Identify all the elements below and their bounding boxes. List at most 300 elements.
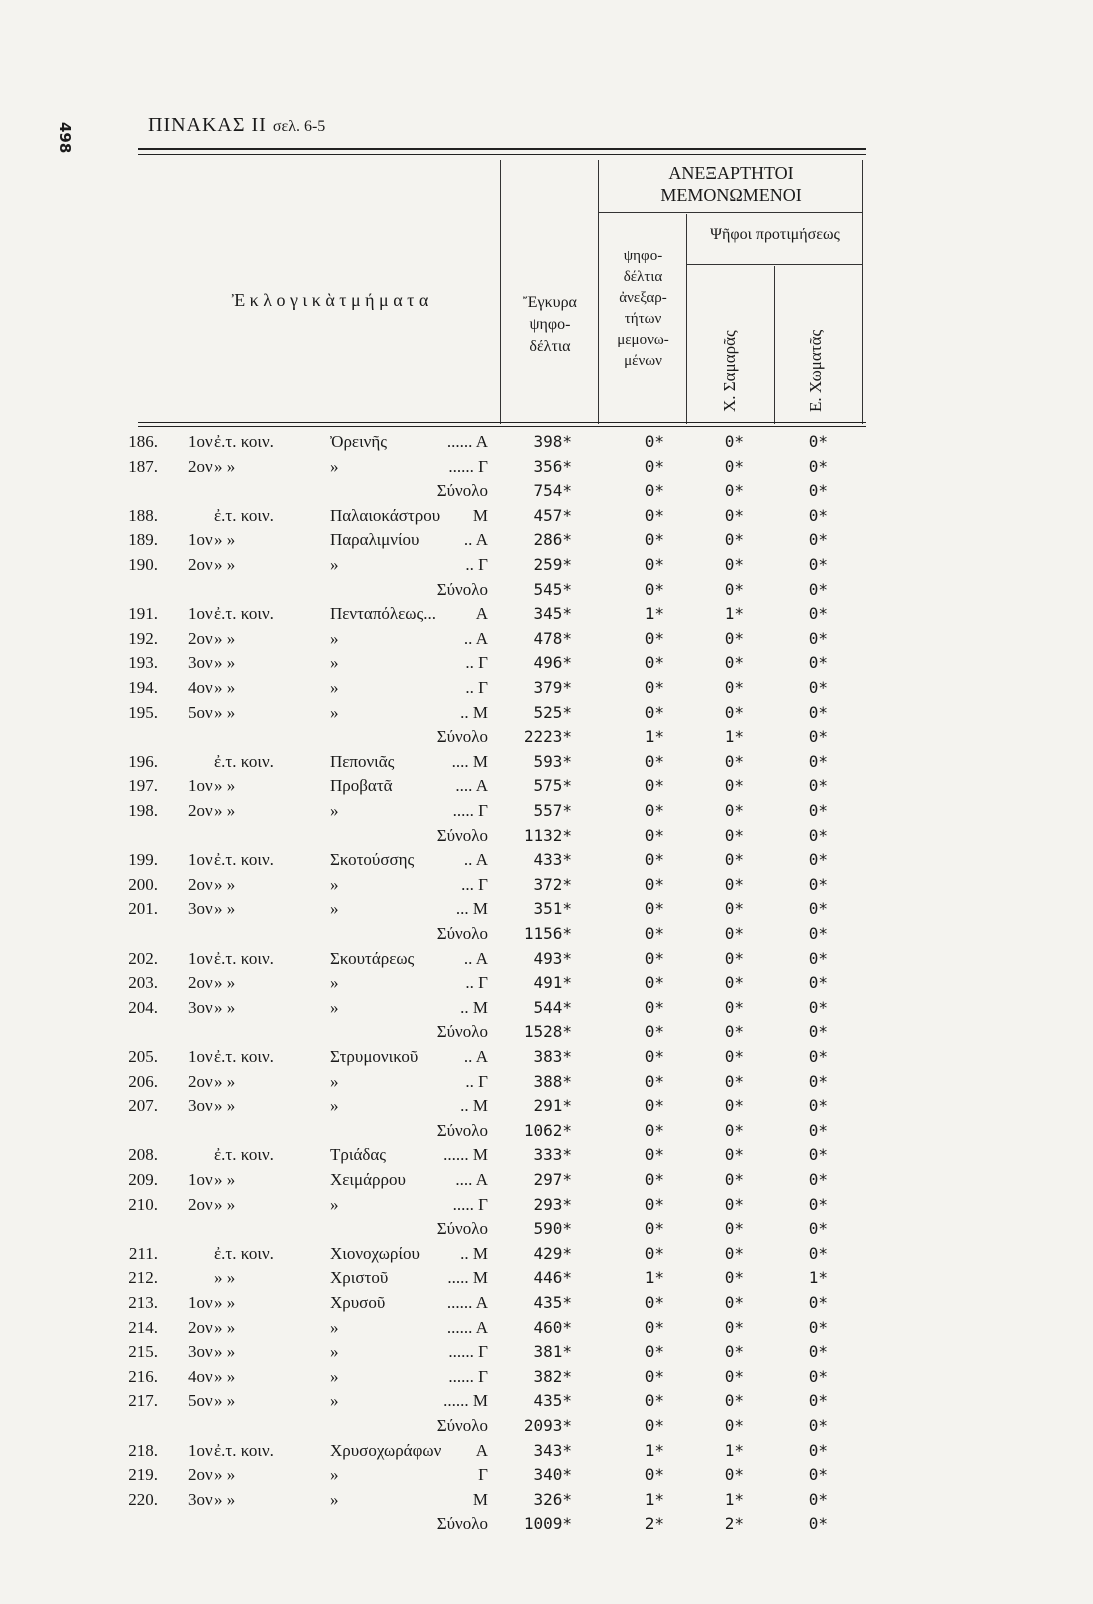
valid-ballots: 525* [533, 702, 572, 722]
table-row [0, 653, 1093, 677]
row-number: 218. [128, 1440, 158, 1460]
row-order: 5ον [188, 702, 213, 722]
row-precinct: .... Α [455, 1170, 488, 1189]
valid-ballots: 383* [533, 1047, 572, 1066]
row-order: 2ον [188, 456, 213, 476]
preference-chomatas: 1* [808, 1268, 828, 1288]
row-order: 2ον [188, 973, 213, 993]
preference-chomatas: 0* [808, 1022, 828, 1042]
independent-ballots: 0* [644, 948, 664, 968]
table-row [0, 801, 1093, 825]
row-precinct: ...... Γ [448, 456, 488, 476]
row-community: Χειμάρρου [330, 1170, 406, 1189]
row-section-type: » » [214, 973, 236, 993]
row-precinct: ...... Μ [443, 1391, 488, 1411]
row-precinct: Σύνολο [436, 727, 488, 747]
row-precinct: .. Μ [460, 1243, 488, 1263]
row-precinct: .. Γ [465, 1071, 488, 1091]
independent-ballots: 0* [644, 628, 664, 648]
table-row [0, 678, 1093, 702]
preference-samaras: 0* [724, 1465, 744, 1485]
row-number: 214. [128, 1317, 158, 1337]
row-number: 202. [128, 948, 158, 968]
table-row [0, 850, 1093, 874]
col-divider [598, 160, 599, 424]
independent-ballots: 0* [644, 1391, 664, 1411]
row-precinct: ..... Μ [447, 1268, 488, 1288]
valid-ballots: 754* [533, 481, 572, 501]
preference-samaras: 0* [724, 1366, 744, 1386]
header-line [686, 264, 862, 265]
preference-chomatas: 0* [808, 579, 828, 599]
row-section-type: ἐ.τ. κοιν. [214, 751, 274, 771]
preference-samaras: 0* [724, 628, 744, 648]
row-community: » [330, 1366, 339, 1386]
row-section-type: » » [214, 801, 236, 820]
preference-samaras: 0* [724, 678, 744, 697]
preference-chomatas: 0* [808, 1342, 828, 1362]
row-section-type: ἐ.τ. κοιν. [214, 432, 274, 451]
header-independents-group: ΑΝΕΞΑΡΤΗΤΟΙ ΜΕΜΟΝΩΜΕΝΟΙ [660, 163, 802, 205]
row-order: 2ον [188, 1071, 213, 1091]
table-row [0, 752, 1093, 776]
row-precinct: ... Μ [455, 899, 488, 919]
table-row [0, 924, 1093, 948]
row-section-type: » » [214, 776, 236, 796]
independent-ballots: 1* [644, 1268, 664, 1288]
row-order: 4ον [188, 678, 213, 697]
table-row [0, 1047, 1093, 1071]
independent-ballots: 2* [644, 1514, 664, 1534]
row-section-type: » » [214, 1317, 236, 1337]
independent-ballots: 1* [644, 727, 664, 747]
valid-ballots: 372* [533, 874, 572, 894]
row-section-type: » » [214, 899, 236, 919]
row-section-type: » » [214, 456, 236, 476]
valid-ballots: 433* [533, 850, 572, 870]
valid-ballots: 297* [533, 1170, 572, 1189]
preference-chomatas: 0* [808, 653, 828, 673]
top-rule [138, 148, 866, 150]
preference-samaras: 0* [724, 579, 744, 599]
row-community: Χριστοῦ [330, 1268, 389, 1288]
independent-ballots: 1* [644, 1440, 664, 1460]
independent-ballots: 0* [644, 1243, 664, 1263]
row-section-type: » » [214, 702, 236, 722]
preference-chomatas: 0* [808, 924, 828, 943]
preference-samaras: 0* [724, 874, 744, 894]
preference-samaras: 0* [724, 1317, 744, 1337]
table-row [0, 555, 1093, 579]
row-number: 196. [128, 751, 158, 771]
row-number: 191. [128, 604, 158, 624]
row-section-type: ἐ.τ. κοιν. [214, 505, 274, 525]
table-row [0, 1318, 1093, 1342]
row-community: » [330, 801, 339, 820]
preference-samaras: 0* [724, 505, 744, 525]
row-precinct: Σύνολο [436, 1219, 488, 1239]
table-row [0, 1441, 1093, 1465]
row-number: 205. [128, 1047, 158, 1066]
independent-ballots: 0* [644, 1120, 664, 1140]
row-order: 3ον [188, 899, 213, 919]
preference-chomatas: 0* [808, 1317, 828, 1337]
preference-chomatas: 0* [808, 456, 828, 476]
valid-ballots: 2093* [523, 1416, 572, 1435]
preference-samaras: 0* [724, 1047, 744, 1066]
row-section-type: » » [214, 874, 236, 894]
independent-ballots: 0* [644, 899, 664, 919]
preference-chomatas: 0* [808, 1170, 828, 1189]
valid-ballots: 351* [533, 899, 572, 919]
row-section-type: » » [214, 555, 236, 574]
table-row [0, 1342, 1093, 1366]
row-number: 213. [128, 1293, 158, 1312]
table-row [0, 432, 1093, 456]
preference-chomatas: 0* [808, 1243, 828, 1263]
valid-ballots: 493* [533, 948, 572, 968]
preference-samaras: 0* [724, 997, 744, 1017]
preference-chomatas: 0* [808, 997, 828, 1017]
row-order: 1ον [188, 1170, 213, 1189]
row-number: 193. [128, 653, 158, 673]
preference-samaras: 0* [724, 1145, 744, 1165]
row-precinct: Σύνολο [436, 825, 488, 845]
row-precinct: .. Γ [465, 678, 488, 697]
row-number: 194. [128, 678, 158, 697]
preference-chomatas: 0* [808, 874, 828, 894]
valid-ballots: 388* [533, 1071, 572, 1091]
valid-ballots: 343* [533, 1440, 572, 1460]
row-community: Χιονοχωρίου [330, 1243, 420, 1263]
preference-chomatas: 0* [808, 727, 828, 747]
row-number: 189. [128, 530, 158, 550]
preference-samaras: 1* [724, 1489, 744, 1509]
row-section-type: » » [214, 1194, 236, 1214]
independent-ballots: 1* [644, 604, 664, 624]
independent-ballots: 0* [644, 678, 664, 697]
row-precinct: .. Γ [465, 973, 488, 993]
preference-chomatas: 0* [808, 1465, 828, 1485]
valid-ballots: 545* [533, 579, 572, 599]
preference-samaras: 0* [724, 1022, 744, 1042]
row-order: 3ον [188, 1096, 213, 1116]
independent-ballots: 0* [644, 1071, 664, 1091]
independent-ballots: 0* [644, 1416, 664, 1435]
row-section-type: » » [214, 1293, 236, 1312]
table-row [0, 1145, 1093, 1169]
independent-ballots: 0* [644, 1317, 664, 1337]
independent-ballots: 0* [644, 1219, 664, 1239]
preference-chomatas: 0* [808, 776, 828, 796]
preference-samaras: 0* [724, 530, 744, 550]
preference-chomatas: 0* [808, 1293, 828, 1312]
preference-chomatas: 0* [808, 1219, 828, 1239]
row-order: 1ον [188, 604, 213, 624]
row-number: 204. [128, 997, 158, 1017]
independent-ballots: 0* [644, 1047, 664, 1066]
independent-ballots: 0* [644, 1342, 664, 1362]
preference-chomatas: 0* [808, 825, 828, 845]
table-row [0, 481, 1093, 505]
preference-chomatas: 0* [808, 948, 828, 968]
col-divider [862, 160, 863, 424]
row-precinct: ...... Γ [448, 1366, 488, 1386]
row-number: 219. [128, 1465, 158, 1485]
row-order: 1ον [188, 530, 213, 550]
row-order: 3ον [188, 1342, 213, 1362]
preference-chomatas: 0* [808, 1391, 828, 1411]
row-number: 198. [128, 801, 158, 820]
row-precinct: .. Α [463, 628, 488, 648]
header-bottom-rule [138, 426, 866, 427]
preference-chomatas: 0* [808, 555, 828, 574]
row-order: 1ον [188, 776, 213, 796]
row-precinct: ...... Α [446, 1293, 488, 1312]
row-number: 210. [128, 1194, 158, 1214]
row-community: Παραλιμνίου [330, 530, 420, 550]
table-row [0, 1170, 1093, 1194]
preference-chomatas: 0* [808, 1047, 828, 1066]
row-order: 2ον [188, 1317, 213, 1337]
header-sections: Ἐ κ λ ο γ ι κ ὰ τ μ ή μ α τ α [231, 290, 429, 310]
valid-ballots: 291* [533, 1096, 572, 1116]
valid-ballots: 2223* [523, 727, 572, 747]
row-number: 206. [128, 1071, 158, 1091]
row-precinct: .. Α [463, 530, 488, 550]
preference-chomatas: 0* [808, 1145, 828, 1165]
row-precinct: .... Μ [451, 751, 488, 771]
row-community: Χρυσοῦ [330, 1293, 386, 1312]
valid-ballots: 557* [533, 801, 572, 820]
preference-samaras: 0* [724, 555, 744, 574]
row-number: 211. [128, 1243, 158, 1263]
row-community: Χρυσοχωράφων [330, 1440, 442, 1460]
row-precinct: .. Μ [460, 1096, 488, 1116]
preference-samaras: 0* [724, 653, 744, 673]
table-row [0, 1121, 1093, 1145]
valid-ballots: 345* [533, 604, 572, 624]
independent-ballots: 0* [644, 432, 664, 451]
row-precinct: .. Α [463, 850, 488, 870]
valid-ballots: 326* [533, 1489, 572, 1509]
row-community: Σκοτούσσης [330, 850, 415, 870]
table-row [0, 1244, 1093, 1268]
preference-samaras: 0* [724, 1194, 744, 1214]
row-community: » [330, 1096, 339, 1116]
preference-chomatas: 0* [808, 481, 828, 501]
row-precinct: .. Γ [465, 653, 488, 673]
row-order: 3ον [188, 653, 213, 673]
row-section-type: » » [214, 1071, 236, 1091]
preference-samaras: 0* [724, 973, 744, 993]
valid-ballots: 457* [533, 505, 572, 525]
independent-ballots: 0* [644, 1194, 664, 1214]
independent-ballots: 0* [644, 973, 664, 993]
table-row [0, 1096, 1093, 1120]
table-row [0, 727, 1093, 751]
preference-samaras: 0* [724, 1243, 744, 1263]
row-number: 212. [128, 1268, 158, 1288]
row-order: 4ον [188, 1366, 213, 1386]
valid-ballots: 340* [533, 1465, 572, 1485]
valid-ballots: 382* [533, 1366, 572, 1386]
preference-samaras: 0* [724, 776, 744, 796]
row-precinct: ... Γ [461, 874, 488, 894]
row-section-type: » » [214, 1465, 236, 1485]
row-community: » [330, 899, 339, 919]
independent-ballots: 0* [644, 530, 664, 550]
independent-ballots: 0* [644, 456, 664, 476]
row-precinct: Σύνολο [436, 924, 488, 943]
row-precinct: .. Μ [460, 997, 488, 1017]
row-order: 2ον [188, 555, 213, 574]
preference-samaras: 2* [724, 1514, 744, 1534]
table-row [0, 530, 1093, 554]
preference-samaras: 0* [724, 948, 744, 968]
row-number: 197. [128, 776, 158, 796]
row-precinct: ..... Γ [452, 801, 488, 820]
header-bottom-rule [138, 422, 866, 423]
preference-samaras: 1* [724, 1440, 744, 1460]
preference-chomatas: 0* [808, 702, 828, 722]
row-community: » [330, 1194, 339, 1214]
row-community: » [330, 1489, 339, 1509]
row-section-type: » » [214, 1391, 236, 1411]
independent-ballots: 0* [644, 579, 664, 599]
row-section-type: » » [214, 997, 236, 1017]
row-precinct: Σύνολο [436, 1120, 488, 1140]
preference-samaras: 0* [724, 432, 744, 451]
row-precinct: .. Γ [465, 555, 488, 574]
row-number: 199. [128, 850, 158, 870]
row-precinct: Α [475, 1440, 488, 1460]
row-precinct: Σύνολο [436, 1022, 488, 1042]
valid-ballots: 1132* [523, 825, 572, 845]
valid-ballots: 446* [533, 1268, 572, 1288]
row-precinct: Σύνολο [436, 481, 488, 501]
table-row [0, 776, 1093, 800]
table-row [0, 1391, 1093, 1415]
independent-ballots: 0* [644, 801, 664, 820]
preference-samaras: 0* [724, 1071, 744, 1091]
row-order: 2ον [188, 1465, 213, 1485]
preference-chomatas: 0* [808, 751, 828, 771]
page-title [148, 114, 325, 137]
row-number: 186. [128, 432, 158, 451]
row-number: 195. [128, 702, 158, 722]
preference-samaras: 0* [724, 1096, 744, 1116]
valid-ballots: 286* [533, 530, 572, 550]
independent-ballots: 0* [644, 874, 664, 894]
row-community: » [330, 997, 339, 1017]
table-row [0, 1022, 1093, 1046]
table-row [0, 506, 1093, 530]
preference-chomatas: 0* [808, 678, 828, 697]
table-row [0, 1293, 1093, 1317]
col-divider [774, 266, 775, 424]
top-rule-thin [138, 154, 866, 155]
row-precinct: ...... Γ [448, 1342, 488, 1362]
table-row [0, 1490, 1093, 1514]
preference-samaras: 0* [724, 801, 744, 820]
preference-samaras: 0* [724, 1120, 744, 1140]
row-section-type: » » [214, 530, 236, 550]
table-row [0, 973, 1093, 997]
table-row [0, 1072, 1093, 1096]
row-precinct: Σύνολο [436, 579, 488, 599]
row-community: » [330, 628, 339, 648]
row-number: 187. [128, 456, 158, 476]
preference-chomatas: 0* [808, 1416, 828, 1435]
row-order: 1ον [188, 948, 213, 968]
preference-samaras: 0* [724, 850, 744, 870]
header-line [598, 212, 862, 213]
col-divider [500, 160, 501, 424]
valid-ballots: 1528* [523, 1022, 572, 1042]
table-row [0, 580, 1093, 604]
independent-ballots: 0* [644, 1366, 664, 1386]
independent-ballots: 0* [644, 924, 664, 943]
row-number: 209. [128, 1170, 158, 1189]
row-number: 200. [128, 874, 158, 894]
valid-ballots: 593* [533, 751, 572, 771]
title-sub: σελ. 6-5 [272, 118, 326, 135]
col-divider [686, 214, 687, 424]
header-indep-ballots: ψηφο- δέλτια ἀνεξαρ- τήτων μεμονω- μένων [617, 248, 669, 369]
row-community: » [330, 678, 339, 697]
preference-samaras: 0* [724, 924, 744, 943]
table-row [0, 1367, 1093, 1391]
row-section-type: ἐ.τ. κοιν. [214, 604, 274, 624]
table-row [0, 1465, 1093, 1489]
preference-chomatas: 0* [808, 530, 828, 550]
preference-samaras: 0* [724, 456, 744, 476]
row-number: 216. [128, 1366, 158, 1386]
preference-chomatas: 0* [808, 801, 828, 820]
row-community: Ὀρεινῆς [330, 432, 387, 451]
row-precinct: Γ [478, 1465, 488, 1485]
independent-ballots: 0* [644, 776, 664, 796]
valid-ballots: 491* [533, 973, 572, 993]
valid-ballots: 356* [533, 456, 572, 476]
preference-chomatas: 0* [808, 899, 828, 919]
row-number: 215. [128, 1342, 158, 1362]
row-community: » [330, 1071, 339, 1091]
preference-samaras: 1* [724, 727, 744, 747]
row-community: » [330, 456, 339, 476]
header-valid: Ἔγκυρα ψηφο- δέλτια [523, 294, 577, 355]
preference-samaras: 0* [724, 1416, 744, 1435]
preference-samaras: 0* [724, 481, 744, 501]
independent-ballots: 0* [644, 1145, 664, 1165]
valid-ballots: 381* [533, 1342, 572, 1362]
table-row [0, 899, 1093, 923]
row-order: 1ον [188, 1047, 213, 1066]
row-precinct: Μ [472, 1489, 488, 1509]
valid-ballots: 496* [533, 653, 572, 673]
row-section-type: ἐ.τ. κοιν. [214, 948, 274, 968]
row-community: Τριάδας [330, 1145, 386, 1165]
preference-chomatas: 0* [808, 432, 828, 451]
independent-ballots: 0* [644, 1170, 664, 1189]
row-order: 1ον [188, 1293, 213, 1312]
row-number: 217. [128, 1391, 158, 1411]
row-order: 2ον [188, 801, 213, 820]
table-row [0, 1219, 1093, 1243]
independent-ballots: 0* [644, 555, 664, 574]
independent-ballots: 0* [644, 653, 664, 673]
